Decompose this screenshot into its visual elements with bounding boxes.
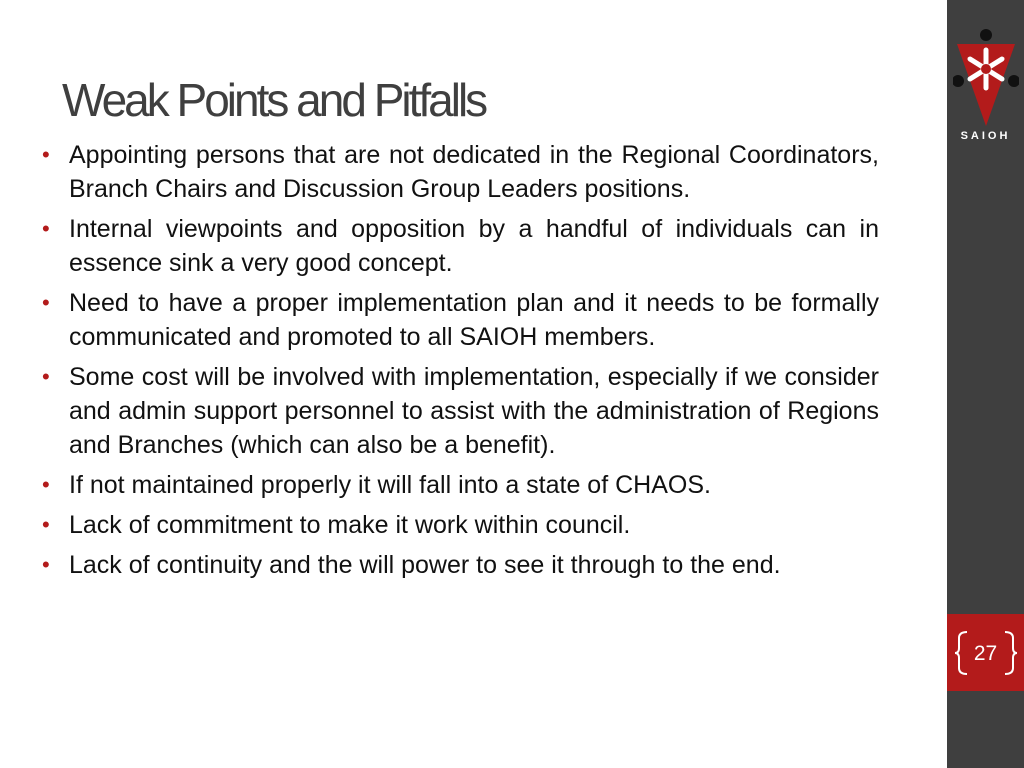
bullet-text: If not maintained properly it will fall into a state of CHAOS. [69,471,711,499]
bullet-item [42,548,879,582]
bullet-text: Some cost will be involved with implementation, especially if we consider and admin support personnel to assist with the administration of Regions and Branches (which can also be a benefit). [69,363,879,459]
bullet-text: Lack of commitment to make it work within council. [69,511,631,539]
page-number-box [947,614,1024,691]
bullet-marker: • [42,472,50,497]
bullet-item [42,212,879,280]
bullet-text: Appointing persons that are not dedicated in the Regional Coordinators, Branch Chairs and Discussion Group Leaders positions. [69,141,879,203]
bullet-text: Internal viewpoints and opposition by a handful of individuals can in essence sink a very good concept. [69,215,879,277]
bullet-item [42,286,879,354]
slide-title: Weak Points and Pitfalls [62,74,486,126]
bullet-text: Need to have a proper implementation plan and it needs to be formally communicated and promoted to all SAIOH members. [69,289,879,351]
saioh-logo-icon [953,26,1019,136]
bullet-list [42,138,879,588]
bullet-marker: • [42,290,50,315]
bullet-marker: • [42,552,50,577]
bullet-marker: • [42,512,50,537]
bullet-item [42,508,879,542]
bullet-marker: • [42,142,50,167]
bullet-marker: • [42,216,50,241]
bullet-item [42,138,879,206]
bullet-item [42,360,879,462]
page-number: 27 [973,642,998,665]
bullet-text: Lack of continuity and the will power to see it through to the end. [69,551,781,579]
bullet-marker: • [42,364,50,389]
logo-text: SAIOH [960,130,1011,142]
bullet-item [42,468,879,502]
